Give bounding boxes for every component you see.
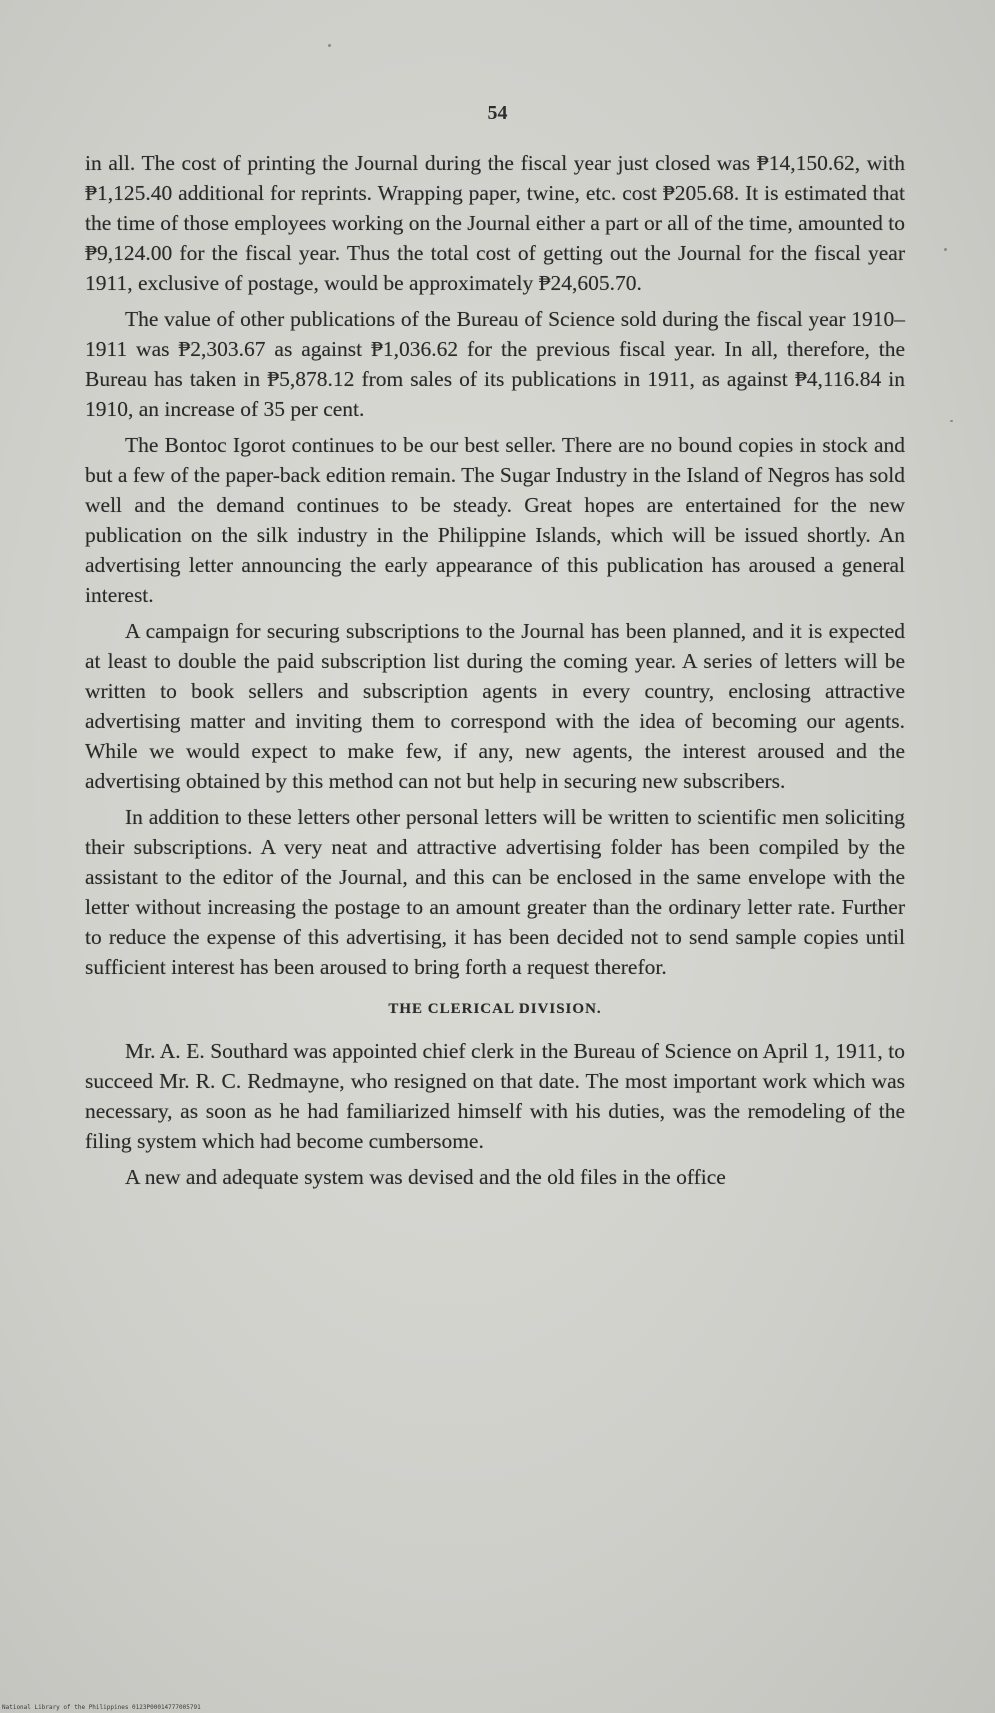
paragraph-best-seller: The Bontoc Igorot continues to be our best seller. There are no bound copies in stock and but a few of the paper-back edition remain. The Sugar Industry in the Island of Negros has sold well and the demand continues to be steady. Great hopes are entertained for the new publication on the silk industry in the Philippine Islands, which will be issued shortly. An advertising letter announcing the early appearance of this publication has aroused a general interest. bbox=[85, 433, 905, 607]
paragraph-journal-cost: in all. The cost of printing the Journal during the fiscal year just closed was ₱14,150.62, with ₱1,125.40 additional for reprints. Wrapping paper, twine, etc. cost ₱205.68. It is estimated that the time of those employees working on the Journal either a part or all of the time, amounted to ₱9,124.00 for the fiscal year. Thus the total cost of getting out the Journal for the fiscal year 1911, exclusive of postage, would be approximately ₱24,605.70. bbox=[85, 151, 905, 295]
paragraph-publication-sales: The value of other publications of the Bureau of Science sold during the fiscal year 1910–1911 was ₱2,303.67 as against ₱1,036.62 for the previous fiscal year. In all, therefore, the Bureau has taken in ₱5,878.12 from sales of its publications in 1911, as against ₱4,116.84 in 1910, an increase of 35 per cent. bbox=[85, 307, 905, 421]
paragraph-personal-letters: In addition to these letters other personal letters will be written to scientific men soliciting their subscriptions. A very neat and attractive advertising folder has been compiled by the assistant to the editor of the Journal, and this can be enclosed in the same envelope with the letter without increasing the postage to an amount greater than the ordinary letter rate. Further to reduce the expense of this advertising, it has been decided not to send sample copies until sufficient interest has been aroused to bring forth a request therefor. bbox=[85, 805, 905, 979]
scan-speck bbox=[944, 248, 947, 251]
page-number: 54 bbox=[487, 102, 508, 124]
paragraph-chief-clerk: Mr. A. E. Southard was appointed chief clerk in the Bureau of Science on April 1, 1911, to succeed Mr. R. C. Redmayne, who resigned on that date. The most important work which was necessary, as soon as he had familiarized himself with his duties, was the remodeling of the filing system which had become cumbersome. bbox=[85, 1039, 905, 1153]
paragraph-subscription-campaign: A campaign for securing subscriptions to the Journal has been planned, and it is expected at least to double the paid subscription list during the coming year. A series of letters will be written to book sellers and subscription agents in every country, enclosing attractive advertising matter and inviting them to correspond with the idea of becoming our agents. While we would expect to make few, if any, new agents, the interest aroused and the advertising obtained by this method can not but help in securing new subscribers. bbox=[85, 619, 905, 793]
scan-speck bbox=[328, 44, 331, 47]
body-text bbox=[85, 148, 905, 1198]
library-stamp: National Library of the Philippines 0123P00014777005791 bbox=[2, 1704, 201, 1711]
section-heading: THE CLERICAL DIVISION. bbox=[388, 1001, 602, 1017]
paragraph-new-system: A new and adequate system was devised and the old files in the office bbox=[125, 1165, 726, 1189]
scan-speck bbox=[950, 420, 953, 422]
